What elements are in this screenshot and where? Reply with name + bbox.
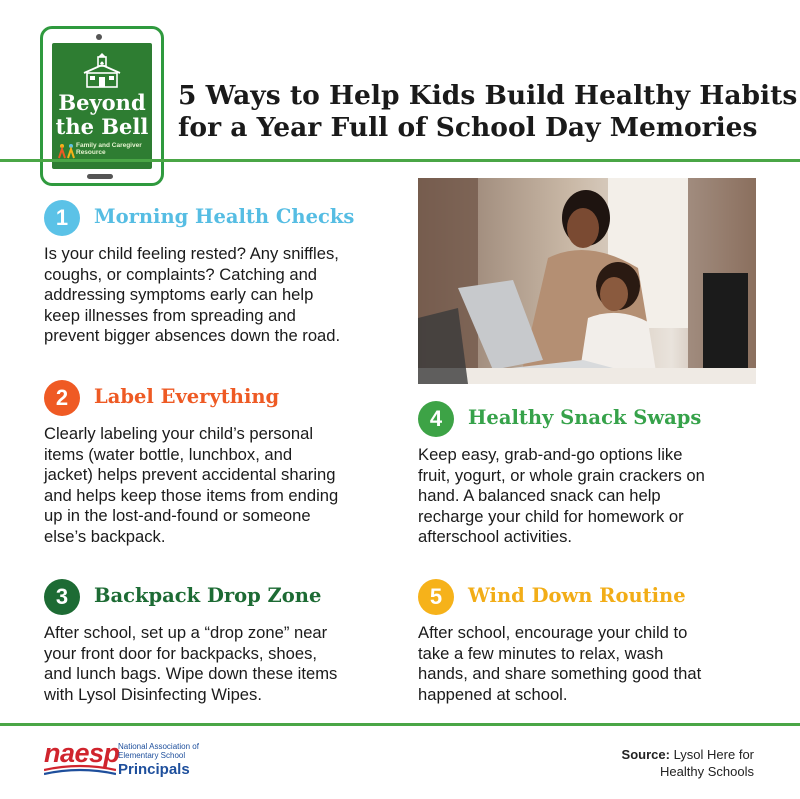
source-line-2: Healthy Schools (660, 764, 754, 779)
section-body (44, 424, 394, 548)
logo-screen (52, 43, 152, 169)
naesp-logo (44, 736, 214, 784)
title-line-1: 5 Ways to Help Kids Build Healthy Habits (178, 80, 798, 111)
section-header (44, 380, 394, 416)
body-line: take a few minutes to relax, wash (418, 643, 664, 663)
body-line: afterschool activities. (418, 527, 573, 547)
section-header (418, 579, 763, 615)
logo-text-beyond: Beyond (58, 90, 146, 115)
section-backpack-drop-zone (44, 579, 394, 705)
section-title: Backpack Drop Zone (94, 584, 322, 607)
section-title: Morning Health Checks (94, 205, 355, 228)
body-line: happened at school. (418, 684, 568, 704)
logo-tagline: Family and Caregiver Resource (76, 142, 142, 156)
body-line: prevent bigger absences down the road. (44, 326, 341, 346)
section-title: Healthy Snack Swaps (468, 406, 702, 429)
body-line: and helps keep those items from ending (44, 485, 339, 505)
section-title: Wind Down Routine (468, 584, 686, 607)
section-healthy-snack-swaps (418, 401, 763, 548)
title-line-2: for a Year Full of School Day Memories (178, 112, 758, 143)
section-header (44, 579, 394, 615)
body-line: hand. A balanced snack can help (418, 486, 661, 506)
kids-icon (58, 143, 76, 159)
source-credit (622, 746, 754, 780)
logo-text-the-bell: the Bell (55, 114, 149, 139)
body-line: fruit, yogurt, or whole grain crackers on (418, 465, 705, 485)
body-line: Clearly labeling your child’s personal (44, 424, 314, 443)
beyond-the-bell-logo (40, 26, 164, 186)
section-morning-health-checks (44, 200, 394, 347)
number-badge: 2 (44, 380, 80, 416)
source-label: Source: (621, 747, 670, 762)
footer-divider (0, 723, 800, 726)
section-label-everything (44, 380, 394, 548)
body-line: your front door for backpacks, shoes, (44, 643, 318, 663)
body-line: and lunch bags. Wipe down these items (44, 664, 338, 684)
section-wind-down-routine (418, 579, 763, 705)
page-title (178, 80, 798, 144)
number-badge: 1 (44, 200, 80, 236)
body-line: addressing symptoms early can help (44, 285, 314, 305)
naesp-wordmark: naesp (44, 738, 120, 768)
body-line: hands, and share something good that (418, 664, 702, 684)
tablet-camera (96, 34, 102, 40)
body-line: else’s backpack. (44, 526, 166, 546)
body-line: After school, encourage your child to (418, 623, 688, 642)
number-badge: 5 (418, 579, 454, 615)
source-name: Lysol Here for (673, 747, 754, 762)
school-bell-icon (80, 51, 124, 89)
body-line: Is your child feeling rested? Any sniffles, (44, 244, 339, 263)
photo-illustration (418, 178, 756, 384)
number-badge: 3 (44, 579, 80, 615)
section-header (418, 401, 763, 437)
naesp-org-name (118, 742, 218, 760)
body-line: with Lysol Disinfecting Wipes. (44, 684, 262, 704)
naesp-org-line: Elementary School (118, 751, 186, 760)
body-line: After school, set up a “drop zone” near (44, 623, 328, 642)
section-header (44, 200, 394, 236)
naesp-principals: Principals (118, 761, 190, 778)
source-line-1 (622, 746, 754, 763)
section-body (44, 244, 394, 347)
body-line: up in the lost-and-found or someone (44, 506, 311, 526)
naesp-org-line: National Association of (118, 742, 199, 751)
section-body (418, 623, 763, 705)
number-badge: 4 (418, 401, 454, 437)
section-body (418, 445, 763, 548)
body-line: items (water bottle, lunchbox, and (44, 444, 293, 464)
tablet-home-button (87, 174, 113, 179)
header-divider (0, 159, 800, 162)
body-line: recharge your child for homework or (418, 506, 684, 526)
body-line: keep illnesses from spreading and (44, 305, 296, 325)
mother-and-child-laptop-photo (418, 178, 756, 384)
section-body (44, 623, 394, 705)
body-line: coughs, or complaints? Catching and (44, 264, 318, 284)
section-title: Label Everything (94, 385, 280, 408)
body-line: Keep easy, grab-and-go options like (418, 445, 683, 464)
body-line: jacket) helps prevent accidental sharing (44, 465, 336, 485)
naesp-swoosh-icon (44, 764, 116, 778)
